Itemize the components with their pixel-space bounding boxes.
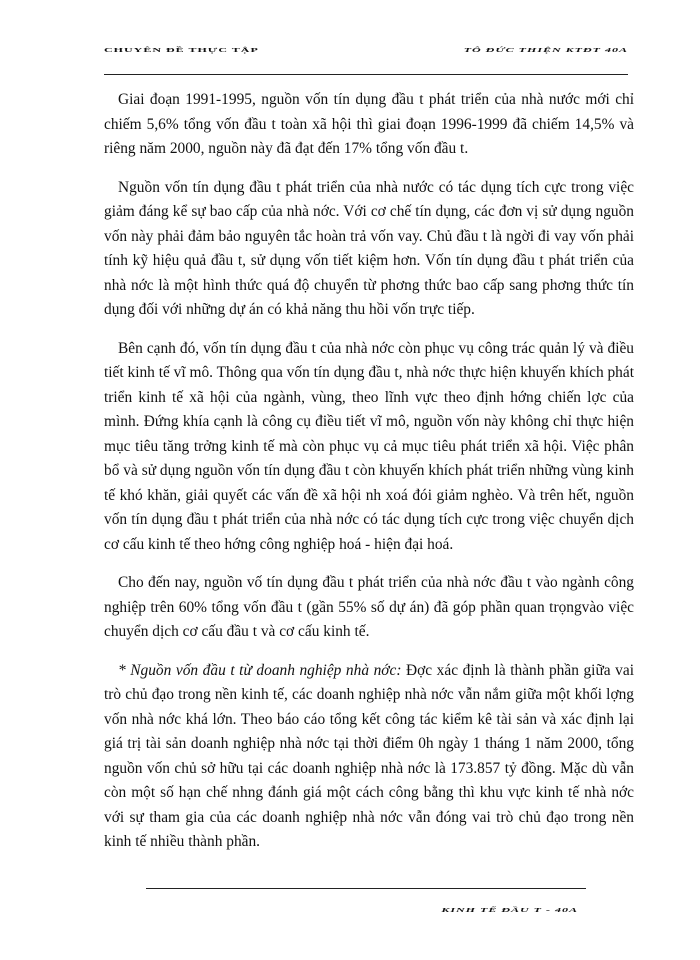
paragraph-5-body: Đợc xác định là thành phần giữa vai trò chủ đạo trong nền kinh tế, các doanh nghiệp nhà nớc vẫn nắm giữa một khối lợng vốn nhà nớc khá lớn. Theo báo cáo tổng kết công tác kiểm kê tài sản và xác định lại giá trị tài sản doanh nghiệp nhà nớc tại thời điểm 0h ngày 1 tháng 1 năm 2000, tổng nguồn vốn chủ sở hữu tại các doanh nghiệp nhà nớc là 173.857 tỷ đồng. Mặc dù vẫn còn một số hạn chế nhng đánh giá một cách công bằng thì khu vực kinh tế nhà nớc với sự tham gia của các doanh nghiệp nhà nớc vẫn đóng vai trò chủ đạo trong nền kinh tế nhiều thành phần. [104,661,634,850]
footer-divider [146,888,586,889]
paragraph-1: Giai đoạn 1991-1995, nguồn vốn tín dụng đầu t phát triển của nhà nước mới chỉ chiếm 5,6% tổng vốn đầu t toàn xã hội thì giai đoạn 1996-1999 đã chiếm 14,5% và riêng năm 2000, nguồn này đã đạt đến 17% tổng vốn đầu t. [104,91,634,157]
header-divider [104,74,628,75]
paragraph-5 [104,659,634,855]
document-body [104,88,634,869]
paragraph-5-lead: * Nguồn vốn đầu t từ doanh nghiệp nhà nớc: [118,661,402,679]
paragraph-2: Nguồn vốn tín dụng đầu t phát triển của nhà nước có tác dụng tích cực trong việc giảm đáng kể sự bao cấp của nhà nớc. Với cơ chế tín dụng, các đơn vị sử dụng nguồn vốn này phải đảm bảo nguyên tắc hoàn trả vốn vay. Chủ đầu t là ngời đi vay vốn phải tính kỹ hiệu quả đầu t, sử dụng vốn tiết kiệm hơn. Vốn tín dụng đầu t phát triển của nhà nớc là một hình thức quá độ chuyển từ phơng thức bao cấp sang phơng thức tín dụng đối với những dự án có khả năng thu hồi vốn trực tiếp. [104,178,634,318]
paragraph-4: Cho đến nay, nguồn vố tín dụng đầu t phát triển của nhà nớc đầu t vào ngành công nghiệp trên 60% tổng vốn đầu t (gần 55% số dự án) đã góp phần quan trọngvào việc chuyển dịch cơ cấu đầu t và cơ cấu kinh tế. [104,574,634,640]
page-header [104,38,628,68]
footer-text: KINH TẾ ĐẦU T - 40A [441,906,578,914]
paragraph-3: Bên cạnh đó, vốn tín dụng đầu t của nhà nớc còn phục vụ công trác quản lý và điều tiết kinh tế vĩ mô. Thông qua vốn tín dụng đầu t, nhà nớc thực hiện khuyến khích phát triển kinh tế xã hội của ngành, vùng, theo lĩnh vực theo định hớng chiến lợc của mình. Đứng khía cạnh là công cụ điều tiết vĩ mô, nguồn vốn này không chỉ thực hiện mục tiêu tăng trởng kinh tế mà còn phục vụ cả mục tiêu phát triển xã hội. Việc phân bổ và sử dụng nguồn vốn tín dụng đầu t còn khuyến khích phát triển những vùng kinh tế khó khăn, giải quyết các vấn đề xã hội nh xoá đói giảm nghèo. Và trên hết, nguồn vốn tín dụng đầu t phát triển của nhà nớc có tác dụng tích cực trong việc chuyển dịch cơ cấu kinh tế theo hớng công nghiệp hoá - hiện đại hoá. [104,339,634,553]
header-right-text: TÔ ĐỨC THIỆN KTĐT 40A [463,46,628,54]
header-left-text: CHUYÊN ĐỀ THỰC TẬP [104,46,259,54]
page-footer [146,888,586,914]
